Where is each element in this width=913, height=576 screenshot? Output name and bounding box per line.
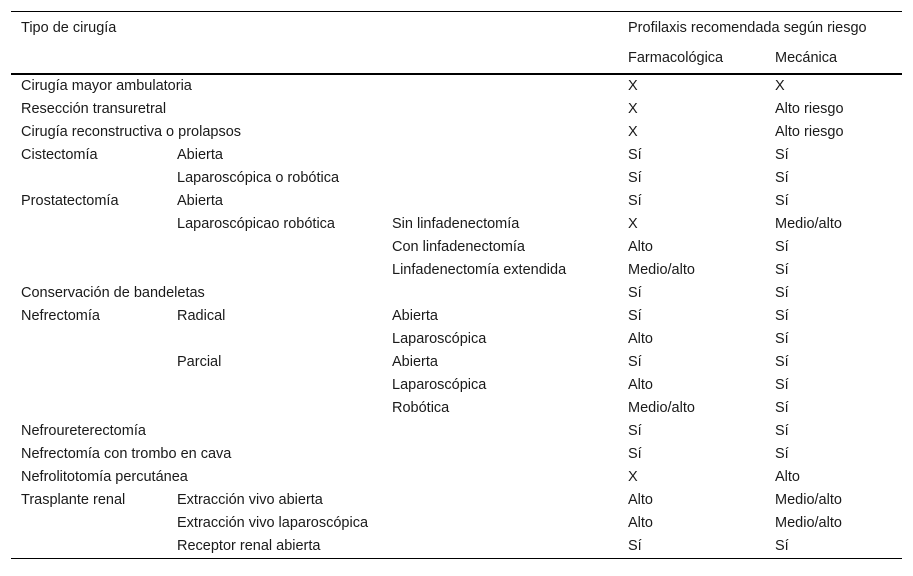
cell-pharmacological: Alto bbox=[628, 239, 654, 255]
cell-surgery-type bbox=[11, 259, 167, 282]
cell-mechanical: Sí bbox=[775, 147, 789, 163]
cell-pharmacological: Alto bbox=[628, 377, 654, 393]
prophylaxis-table bbox=[11, 11, 902, 559]
table-row bbox=[11, 328, 902, 351]
table-row bbox=[11, 144, 902, 167]
cell-pharmacological: Sí bbox=[618, 535, 765, 559]
cell-surgery-type: Cirugía reconstructiva o prolapsos bbox=[21, 124, 242, 140]
cell-detail: Linfadenectomía extendida bbox=[392, 262, 567, 278]
cell-subtype: Laparoscópicao robótica bbox=[177, 216, 335, 232]
cell-pharmacological: Sí bbox=[628, 423, 642, 439]
cell-mechanical: Sí bbox=[775, 331, 789, 347]
cell-mechanical: Sí bbox=[775, 354, 789, 370]
cell-mechanical: Sí bbox=[775, 193, 789, 209]
cell-mechanical: Sí bbox=[775, 423, 789, 439]
cell-subtype: Abierta bbox=[177, 193, 223, 209]
cell-detail: Sin linfadenectomía bbox=[392, 216, 520, 232]
cell-pharmacological: Sí bbox=[628, 285, 642, 301]
table-header bbox=[11, 12, 902, 75]
cell-surgery-type: Nefrectomía bbox=[21, 308, 100, 324]
cell-surgery-type bbox=[11, 328, 167, 351]
cell-surgery-type bbox=[11, 351, 167, 374]
table-row bbox=[11, 74, 902, 98]
table-row bbox=[11, 167, 902, 190]
table-row bbox=[11, 213, 902, 236]
table-row bbox=[11, 305, 902, 328]
table-row bbox=[11, 512, 902, 535]
cell-mechanical: Sí bbox=[775, 308, 789, 324]
cell-mechanical: Sí bbox=[775, 239, 789, 255]
cell-subtype: Abierta bbox=[177, 147, 223, 163]
table-row bbox=[11, 190, 902, 213]
cell-subtype: Parcial bbox=[177, 354, 222, 370]
cell-pharmacological: Sí bbox=[628, 354, 642, 370]
cell-detail: Abierta bbox=[392, 308, 438, 324]
cell-surgery-type bbox=[11, 512, 167, 535]
table-row bbox=[11, 282, 902, 305]
cell-mechanical: Sí bbox=[775, 377, 789, 393]
cell-pharmacological: Medio/alto bbox=[628, 262, 695, 278]
table-row bbox=[11, 489, 902, 512]
table-row bbox=[11, 374, 902, 397]
cell-mechanical: Alto bbox=[775, 469, 801, 485]
cell-detail: Abierta bbox=[392, 354, 438, 370]
cell-surgery-type: Resección transuretral bbox=[21, 101, 167, 117]
table-row bbox=[11, 420, 902, 443]
cell-surgery-type: Cirugía mayor ambulatoria bbox=[21, 78, 192, 94]
cell-surgery-type: Cistectomía bbox=[21, 147, 98, 163]
table-row bbox=[11, 397, 902, 420]
cell-pharmacological: Alto bbox=[628, 331, 654, 347]
table-row bbox=[11, 259, 902, 282]
cell-pharmacological: X bbox=[628, 216, 638, 232]
subheader-row bbox=[11, 43, 902, 74]
cell-surgery-type: Nefrectomía con trombo en cava bbox=[21, 446, 232, 462]
cell-subtype: Receptor renal abierta bbox=[167, 535, 618, 559]
cell-pharmacological: X bbox=[628, 78, 638, 94]
cell-subtype bbox=[167, 236, 382, 259]
cell-pharmacological: Sí bbox=[628, 147, 642, 163]
cell-pharmacological: Alto bbox=[628, 492, 654, 508]
table-row bbox=[11, 443, 902, 466]
table-row bbox=[11, 236, 902, 259]
cell-mechanical: Sí bbox=[775, 170, 789, 186]
cell-pharmacological: Sí bbox=[628, 446, 642, 462]
cell-subtype: Extracción vivo laparoscópica bbox=[177, 515, 369, 531]
cell-surgery-type bbox=[11, 213, 167, 236]
cell-pharmacological: X bbox=[628, 124, 638, 140]
cell-surgery-type bbox=[11, 236, 167, 259]
cell-pharmacological: Sí bbox=[628, 170, 642, 186]
cell-pharmacological: X bbox=[628, 469, 638, 485]
cell-mechanical: Alto riesgo bbox=[775, 101, 844, 117]
cell-surgery-type bbox=[11, 374, 167, 397]
table-row bbox=[11, 98, 902, 121]
cell-subtype: Radical bbox=[177, 308, 226, 324]
cell-pharmacological: Sí bbox=[628, 308, 642, 324]
cell-surgery-type: Conservación de bandeletas bbox=[21, 285, 205, 301]
cell-pharmacological: Sí bbox=[628, 193, 642, 209]
cell-mechanical: Alto riesgo bbox=[775, 124, 844, 140]
table-row bbox=[11, 535, 902, 559]
cell-detail: Con linfadenectomía bbox=[392, 239, 525, 255]
table-row bbox=[11, 121, 902, 144]
table-body bbox=[11, 74, 902, 559]
cell-surgery-type bbox=[11, 167, 167, 190]
cell-subtype bbox=[167, 397, 382, 420]
cell-mechanical: Sí bbox=[775, 400, 789, 416]
cell-surgery-type bbox=[11, 397, 167, 420]
cell-surgery-type: Nefrolitotomía percutánea bbox=[21, 469, 188, 485]
cell-surgery-type: Trasplante renal bbox=[21, 492, 126, 508]
cell-pharmacological: X bbox=[628, 101, 638, 117]
cell-mechanical: Medio/alto bbox=[775, 515, 842, 531]
cell-mechanical: Sí bbox=[765, 535, 902, 559]
cell-pharmacological: Medio/alto bbox=[628, 400, 695, 416]
cell-mechanical: Sí bbox=[775, 285, 789, 301]
header-prophylaxis: Profilaxis recomendada según riesgo bbox=[618, 12, 902, 44]
header-mechanical: Mecánica bbox=[765, 43, 902, 74]
header-surgery-type: Tipo de cirugía bbox=[11, 12, 618, 44]
cell-mechanical: Medio/alto bbox=[775, 216, 842, 232]
cell-subtype: Laparoscópica o robótica bbox=[177, 170, 340, 186]
cell-detail: Laparoscópica bbox=[392, 331, 487, 347]
cell-pharmacological: Alto bbox=[628, 515, 654, 531]
cell-subtype bbox=[167, 328, 382, 351]
cell-detail: Laparoscópica bbox=[392, 377, 487, 393]
cell-subtype bbox=[167, 259, 382, 282]
table-row bbox=[11, 466, 902, 489]
cell-surgery-type: Nefroureterectomía bbox=[21, 423, 146, 439]
header-pharmacological: Farmacológica bbox=[618, 43, 765, 74]
header-row bbox=[11, 12, 902, 44]
cell-mechanical: Sí bbox=[775, 262, 789, 278]
cell-subtype: Extracción vivo abierta bbox=[177, 492, 323, 508]
cell-mechanical: Medio/alto bbox=[775, 492, 842, 508]
table-row bbox=[11, 351, 902, 374]
cell-surgery-type: Prostatectomía bbox=[21, 193, 119, 209]
header-spacer bbox=[11, 43, 618, 74]
cell-detail: Robótica bbox=[392, 400, 450, 416]
cell-subtype bbox=[167, 374, 382, 397]
cell-mechanical: X bbox=[775, 78, 785, 94]
cell-surgery-type bbox=[11, 535, 167, 559]
cell-mechanical: Sí bbox=[775, 446, 789, 462]
